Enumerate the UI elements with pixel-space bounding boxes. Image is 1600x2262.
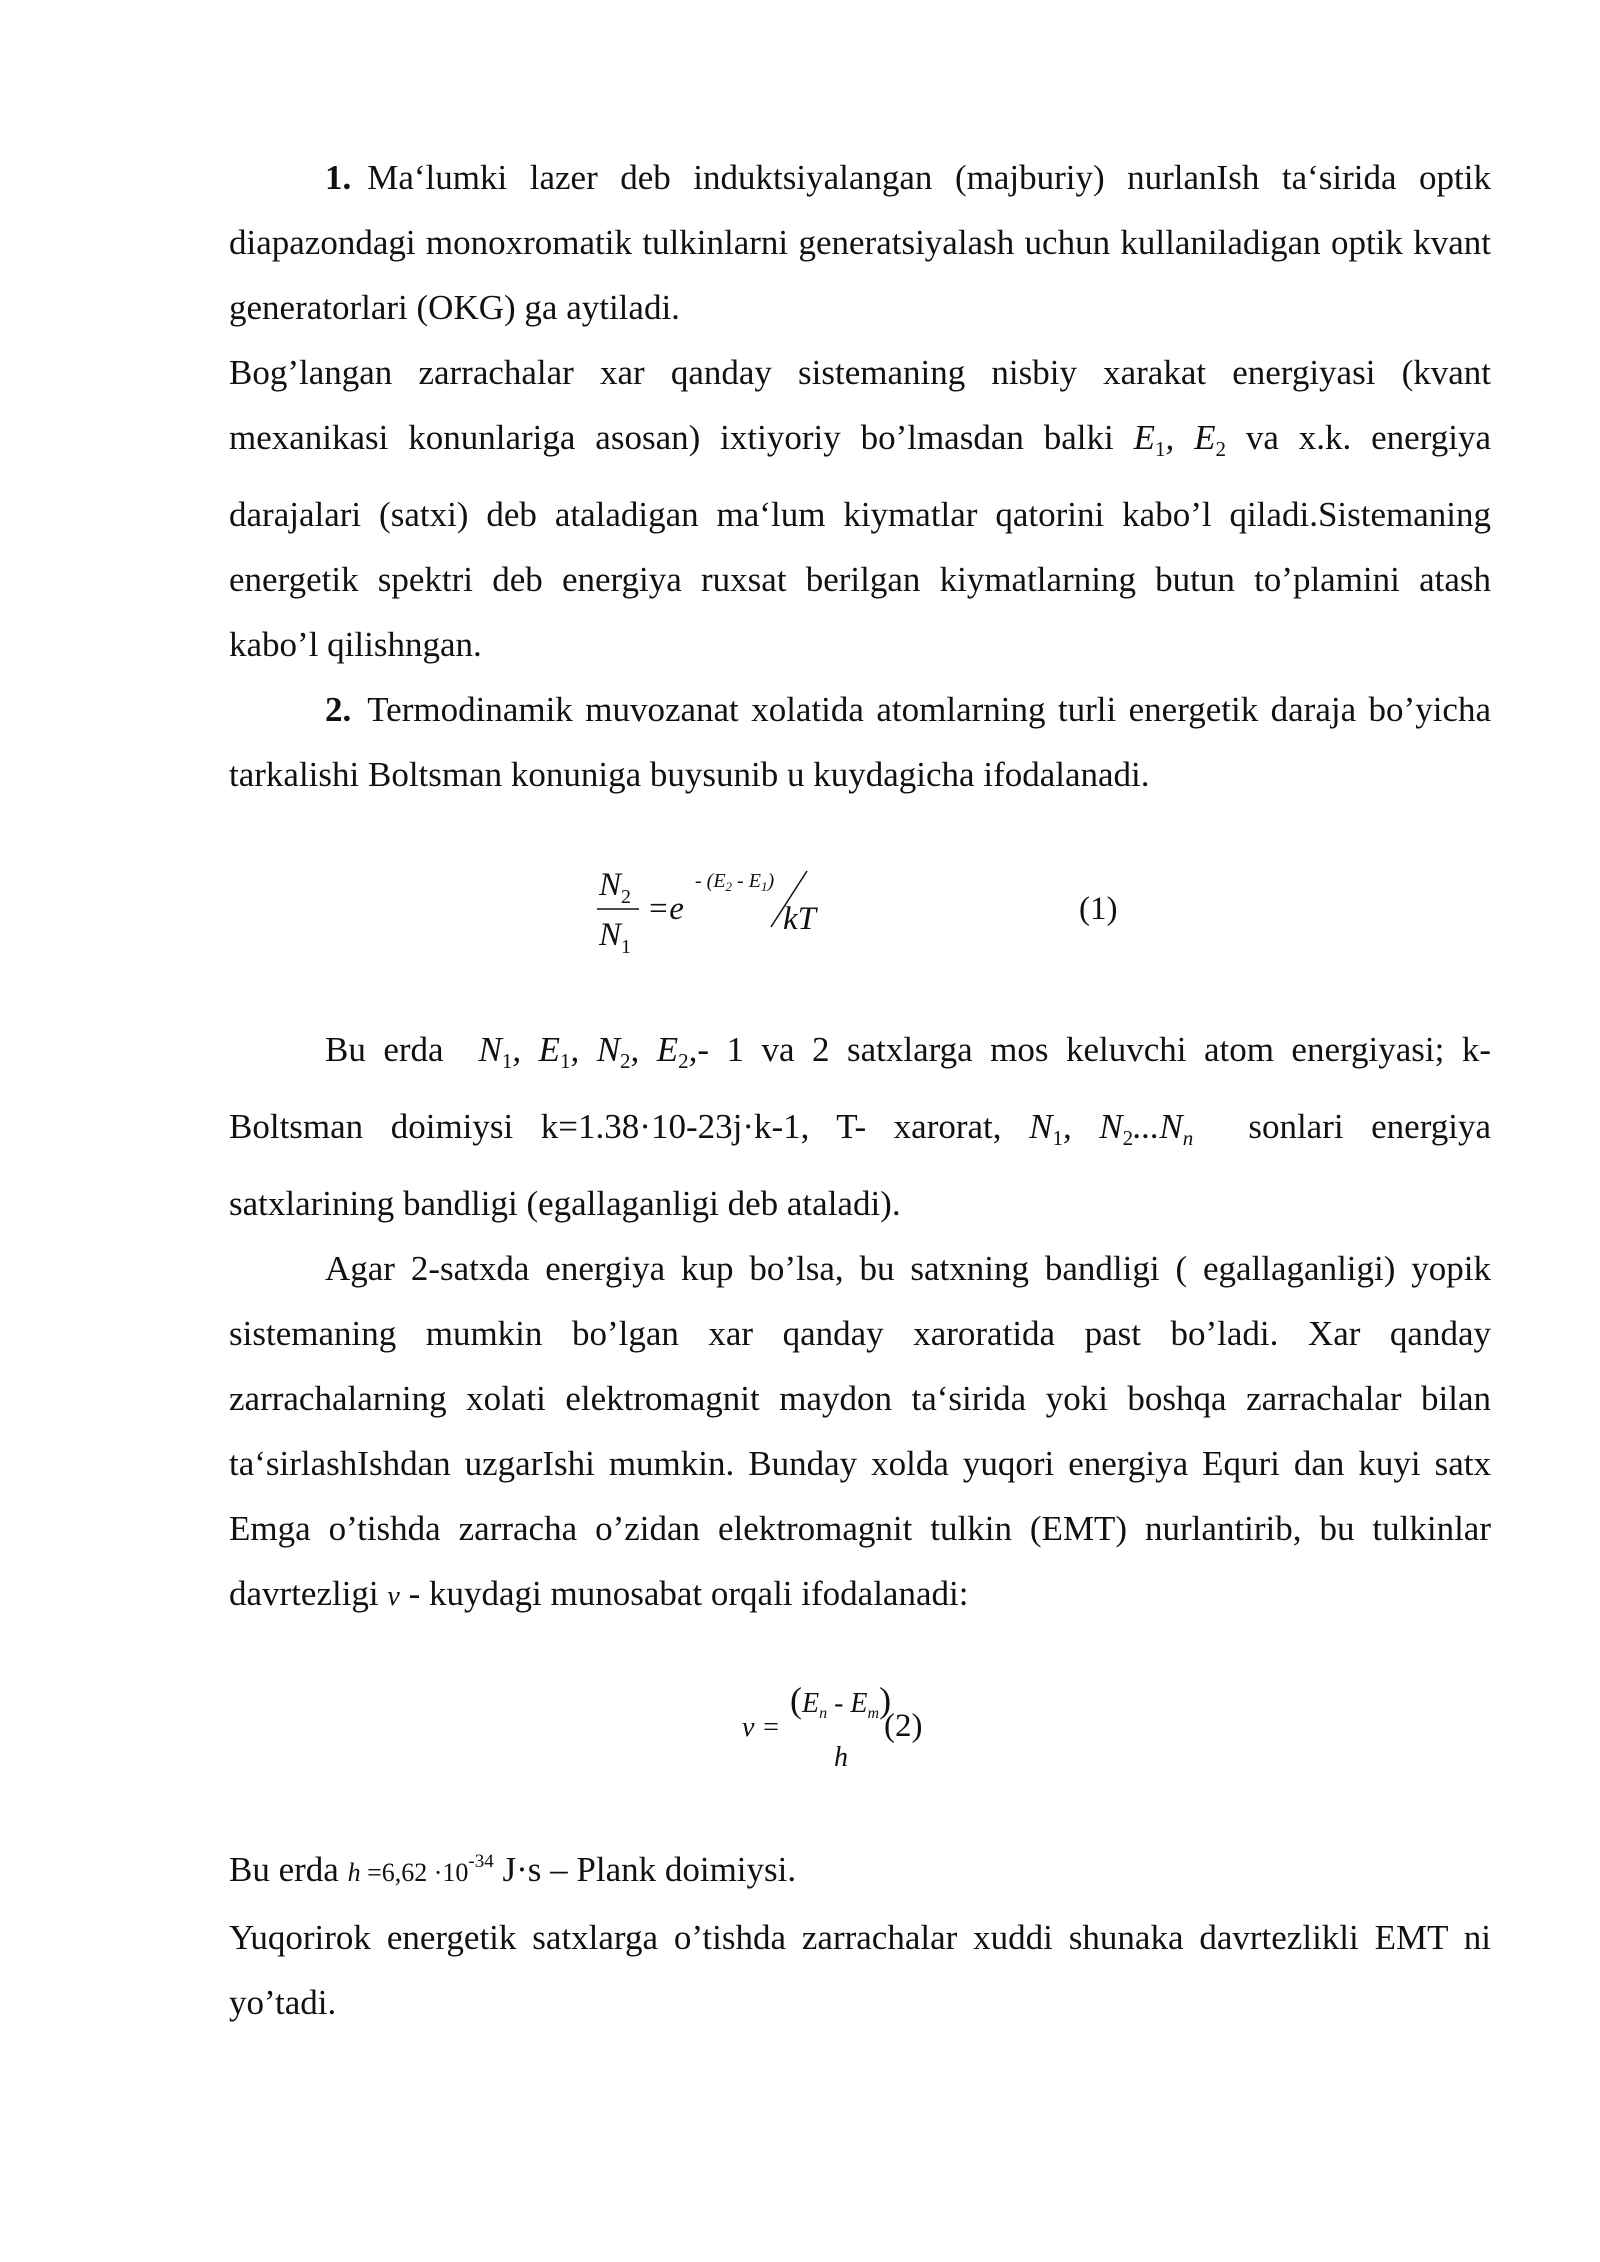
- paragraph-4-lead: Bu erda: [325, 1030, 444, 1069]
- formula-2-denominator: h: [834, 1742, 848, 1773]
- paragraph-6: [229, 1829, 1491, 1905]
- paragraph-2-text-b: va x.k. energiya darajalari (satxi) deb ataladigan ma‘lum kiymatlar qatorini kabo’l qiladi.Sistemaning energetik spektri deb energiya ruxsat berilgan kiymatlarning butun to’plamini atash kabo’l qilishngan.: [229, 418, 1491, 664]
- paragraph-4-text-a: - 1 va 2 satxlarga mos keluvchi atom energiyasi; k-Boltsman doimiysi k=1.38·10-23j·k-1, T- xarorat,: [229, 1030, 1491, 1146]
- paragraph-1: [229, 145, 1491, 340]
- formula-1-number: (1): [1079, 891, 1118, 927]
- inline-math-e1-e2: $E_1$, $E_2$: [1133, 418, 1226, 461]
- formula-2-graphic: [229, 1674, 1491, 1789]
- formula-1-exponent: - $(E_2 - E_1)$: [695, 870, 775, 894]
- formula-1-divisor: kT: [783, 901, 816, 937]
- item-number-1: 1.: [325, 158, 352, 197]
- item-number-2: 2.: [325, 690, 352, 729]
- formula-1-denominator: $N_1$: [599, 917, 632, 958]
- paragraph-6-lead: Bu erda: [229, 1850, 339, 1889]
- paragraph-2-text-a: Bog’langan zarrachalar xar qanday sistemaning nisbiy xarakat energiyasi (kvant mexanikasi konunlariga asosan) ixtiyoriy bo’lmasdan balki: [229, 353, 1491, 457]
- formula-1-graphic: [229, 847, 1491, 967]
- formula-1-numerator: $N_2$: [599, 867, 632, 908]
- paragraph-7: [229, 1905, 1491, 2035]
- paragraph-6-text: J·s – Plank doimiysi.: [502, 1850, 797, 1889]
- formula-frequency: [229, 1674, 1491, 1789]
- paragraph-5-text-a: Agar 2-satxda energiya kup bo’lsa, bu satxning bandligi ( egallaganligi) yopik sistemaning mumkin bo’lgan xar qanday xaroratida past bo’ladi. Xar qanday zarrachalarning xolati elektromagnit maydon ta‘sirida yoki boshqa zarrachalar bilan ta‘sirlashIshdan uzgarIshi mumkin. Bunday xolda yuqori energiya Equri dan kuyi satx Emga o’tishda zarracha o’zidan elektromagnit tulkin (EMT) nurlantirib, bu tulkinlar davrtezligi: [229, 1249, 1491, 1613]
- paragraph-1-text: Ma‘lumki lazer deb induktsiyalangan (majburiy) nurlanIsh ta‘sirida optik diapazondagi monoxromatik tulkinlarni generatsiyalash uchun kullaniladigan optik kvant generatorlari (OKG) ga aytiladi.: [229, 158, 1491, 327]
- paragraph-3: [229, 677, 1491, 807]
- inline-math-n1-e1-n2-e2: $N_1$, $E_1$, $N_2$, $E_2$,: [478, 1030, 698, 1073]
- formula-2-numerator: $(E_n - E_m)$: [790, 1680, 892, 1722]
- paragraph-2: [229, 340, 1491, 677]
- paragraph-7-text: Yuqorirok energetik satxlarga o’tishda zarrachalar xuddi shunaka davrtezlikli EMT ni yo’tadi.: [229, 1918, 1491, 2022]
- paragraph-3-text: Termodinamik muvozanat xolatida atomlarning turli energetik daraja bo’yicha tarkalishi Boltsman konuniga buysunib u kuydagicha ifodalanadi.: [229, 690, 1491, 794]
- document-page: [229, 145, 1491, 2035]
- formula-1-exp-base: =e: [647, 891, 684, 927]
- formula-boltzmann: [229, 847, 1491, 967]
- formula-2-lhs: ν =: [742, 1712, 781, 1743]
- paragraph-5-text-b: - kuydagi munosabat orqali ifodalanadi:: [408, 1574, 969, 1613]
- paragraph-4: [229, 1017, 1491, 1236]
- inline-math-n1-n2-nn: $N_1$, $N_2...N_n$: [1029, 1107, 1194, 1150]
- inline-math-plank: $h =6,62 \cdot 10^{-34}$: [347, 1851, 494, 1887]
- paragraph-4-text-b: sonlari energiya satxlarining bandligi (egallaganligi deb ataladi).: [229, 1107, 1491, 1223]
- inline-math-nu: ν: [387, 1581, 400, 1612]
- paragraph-5: [229, 1236, 1491, 1629]
- formula-2-number: (2): [884, 1708, 923, 1744]
